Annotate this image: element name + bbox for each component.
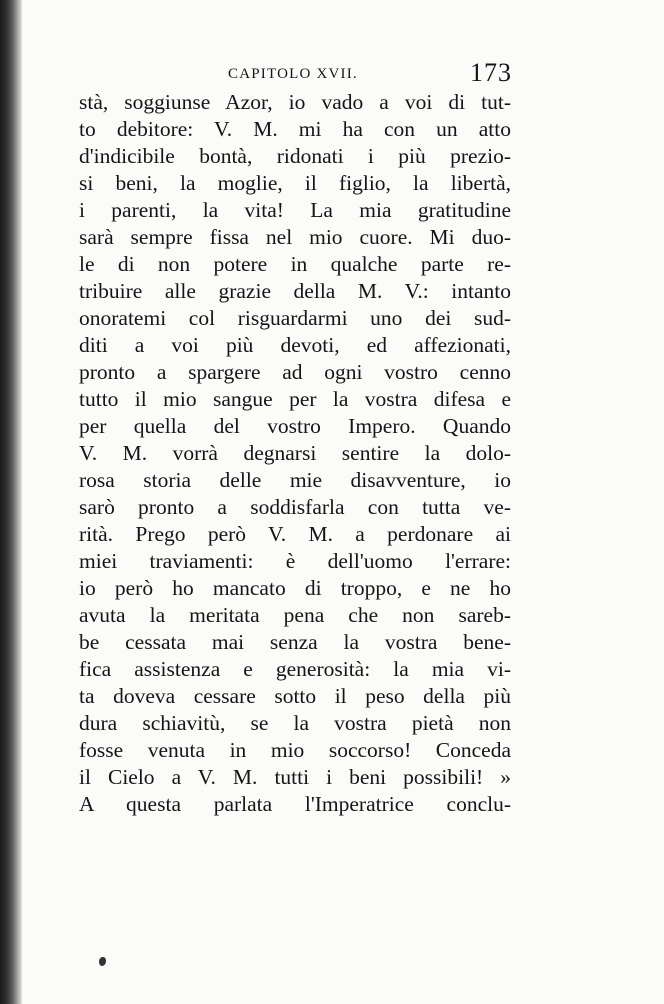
ink-speck (99, 957, 106, 966)
page-binding-edge (0, 0, 22, 1004)
text-line: tribuire alle grazie della M. V.: intanto (79, 279, 511, 303)
text-line: sarà sempre fissa nel mio cuore. Mi duo- (79, 225, 511, 249)
text-line: V. M. vorrà degnarsi sentire la dolo- (79, 441, 511, 465)
text-line: ta doveva cessare sotto il peso della più (79, 684, 511, 708)
text-line: A questa parlata l'Imperatrice conclu- (79, 792, 511, 816)
text-line: diti a voi più devoti, ed affezionati, (79, 333, 511, 357)
text-line: pronto a spargere ad ogni vostro cenno (79, 360, 511, 384)
text-line: dura schiavitù, se la vostra pietà non (79, 711, 511, 735)
text-line: io però ho mancato di troppo, e ne ho (79, 576, 511, 600)
text-line: rità. Prego però V. M. a perdonare ai (79, 522, 511, 546)
text-line: d'indicibile bontà, ridonati i più prezio- (79, 144, 511, 168)
body-text (79, 89, 511, 818)
text-line: sarò pronto a soddisfarla con tutta ve- (79, 495, 511, 519)
text-line: miei traviamenti: è dell'uomo l'errare: (79, 549, 511, 573)
running-head (80, 58, 512, 92)
text-line: i parenti, la vita! La mia gratitudine (79, 198, 511, 222)
chapter-heading: CAPITOLO XVII. (228, 66, 358, 82)
text-line: avuta la meritata pena che non sareb- (79, 603, 511, 627)
text-line: to debitore: V. M. mi ha con un atto (79, 117, 511, 141)
text-line: fosse venuta in mio soccorso! Conceda (79, 738, 511, 762)
text-line: rosa storia delle mie disavventure, io (79, 468, 511, 492)
text-line: si beni, la moglie, il figlio, la libertà, (79, 171, 511, 195)
text-line: le di non potere in qualche parte re- (79, 252, 511, 276)
text-line: onoratemi col risguardarmi uno dei sud- (79, 306, 511, 330)
page-number: 173 (470, 58, 512, 87)
text-line: il Cielo a V. M. tutti i beni possibili! » (79, 765, 511, 789)
text-line: stà, soggiunse Azor, io vado a voi di tut- (79, 90, 511, 114)
text-line: fica assistenza e generosità: la mia vi- (79, 657, 511, 681)
text-line: be cessata mai senza la vostra bene- (79, 630, 511, 654)
text-line: per quella del vostro Impero. Quando (79, 414, 511, 438)
text-line: tutto il mio sangue per la vostra difesa e (79, 387, 511, 411)
